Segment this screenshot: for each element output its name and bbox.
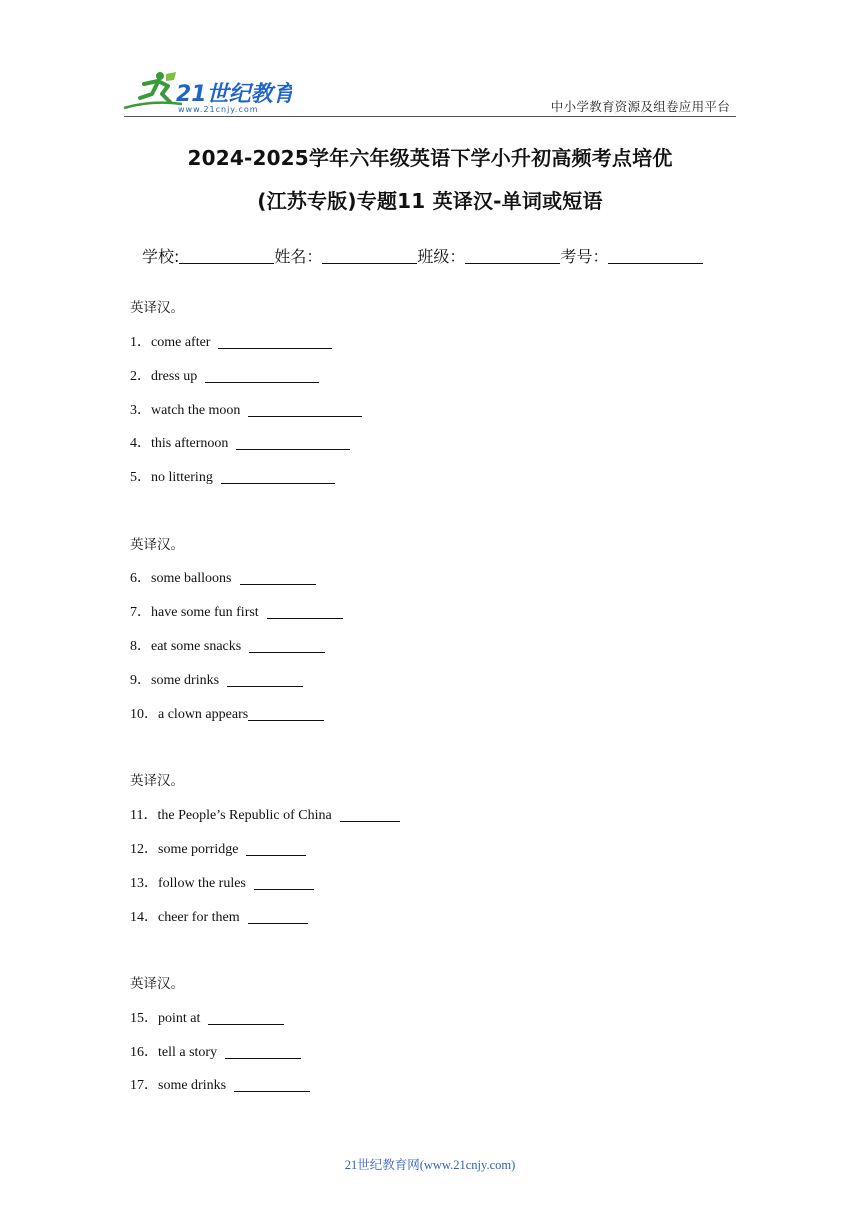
question-item [130, 1041, 301, 1061]
question-number: 3． [130, 403, 151, 418]
logo-url: www.21cnjy.com [178, 105, 259, 114]
question-number: 14． [130, 910, 158, 925]
question-number: 1． [130, 335, 151, 350]
question-item [130, 635, 325, 655]
question-number: 13． [130, 876, 158, 891]
question-item [130, 1074, 310, 1094]
question-number: 12． [130, 842, 158, 857]
exam-no-label: 考号： [560, 247, 609, 266]
question-text: eat some snacks [151, 639, 242, 654]
question-number: 11． [130, 808, 158, 823]
section-heading: 英译汉。 [130, 537, 184, 553]
class-blank[interactable] [465, 247, 560, 264]
answer-blank[interactable] [227, 672, 303, 687]
school-label: 学校: [142, 247, 180, 266]
page-title-line2: (江苏专版)专题11 英译汉-单词或短语 [257, 189, 603, 213]
question-text: some balloons [151, 571, 232, 586]
logo [122, 70, 292, 114]
logo-text: 21世纪教育 [176, 82, 292, 107]
question-item [130, 669, 303, 689]
platform-label: 中小学教育资源及组卷应用平台 [550, 99, 730, 114]
answer-blank[interactable] [234, 1077, 310, 1092]
question-item [130, 906, 308, 926]
answer-blank[interactable] [267, 604, 343, 619]
question-text: have some fun first [151, 605, 259, 620]
answer-blank[interactable] [248, 402, 362, 417]
answer-blank[interactable] [221, 469, 335, 484]
question-text: cheer for them [158, 910, 240, 925]
question-item [130, 804, 400, 824]
question-number: 9． [130, 673, 151, 688]
question-item [130, 466, 335, 486]
question-item [130, 1007, 284, 1027]
answer-blank[interactable] [218, 334, 332, 349]
question-item [130, 365, 319, 385]
student-info-line [142, 244, 703, 267]
question-item [130, 872, 314, 892]
question-number: 10． [130, 707, 158, 722]
question-item [130, 432, 350, 452]
answer-blank[interactable] [248, 706, 324, 721]
question-text: tell a story [158, 1045, 218, 1060]
answer-blank[interactable] [225, 1044, 301, 1059]
answer-blank[interactable] [340, 807, 400, 822]
question-text: point at [158, 1011, 201, 1026]
school-blank[interactable] [179, 247, 274, 264]
section-heading: 英译汉。 [130, 773, 184, 789]
question-item [130, 703, 324, 723]
answer-blank[interactable] [240, 570, 316, 585]
answer-blank[interactable] [205, 368, 319, 383]
section-heading: 英译汉。 [130, 300, 184, 316]
question-text: follow the rules [158, 876, 246, 891]
question-text: dress up [151, 369, 198, 384]
question-number: 17． [130, 1078, 158, 1093]
question-number: 4． [130, 436, 151, 451]
name-blank[interactable] [322, 247, 417, 264]
question-item [130, 838, 306, 858]
name-label: 姓名： [274, 247, 323, 266]
question-text: the People’s Republic of China [157, 808, 332, 823]
section-heading: 英译汉。 [130, 976, 184, 992]
question-item [130, 601, 343, 621]
question-number: 6． [130, 571, 151, 586]
answer-blank[interactable] [249, 638, 325, 653]
answer-blank[interactable] [254, 875, 314, 890]
answer-blank[interactable] [236, 435, 350, 450]
footer-link[interactable]: 21世纪教育网(www.21cnjy.com) [344, 1158, 516, 1172]
question-number: 2． [130, 369, 151, 384]
question-text: some porridge [158, 842, 239, 857]
exam-no-blank[interactable] [608, 247, 703, 264]
question-item [130, 399, 362, 419]
question-text: watch the moon [151, 403, 241, 418]
question-number: 15． [130, 1011, 158, 1026]
question-text: a clown appears [158, 707, 249, 722]
question-text: no littering [151, 470, 213, 485]
page-title-line1: 2024-2025学年六年级英语下学小升初高频考点培优 [187, 146, 673, 170]
header-divider [124, 116, 736, 117]
question-number: 16． [130, 1045, 158, 1060]
question-text: this afternoon [151, 436, 229, 451]
question-text: some drinks [158, 1078, 227, 1093]
answer-blank[interactable] [208, 1010, 284, 1025]
question-item [130, 567, 316, 587]
class-label: 班级： [417, 247, 466, 266]
question-text: some drinks [151, 673, 220, 688]
question-item [130, 331, 332, 351]
question-number: 7． [130, 605, 151, 620]
runner-logo-icon [122, 70, 292, 114]
answer-blank[interactable] [246, 841, 306, 856]
question-number: 5． [130, 470, 151, 485]
question-number: 8． [130, 639, 151, 654]
question-text: come after [151, 335, 211, 350]
answer-blank[interactable] [248, 909, 308, 924]
